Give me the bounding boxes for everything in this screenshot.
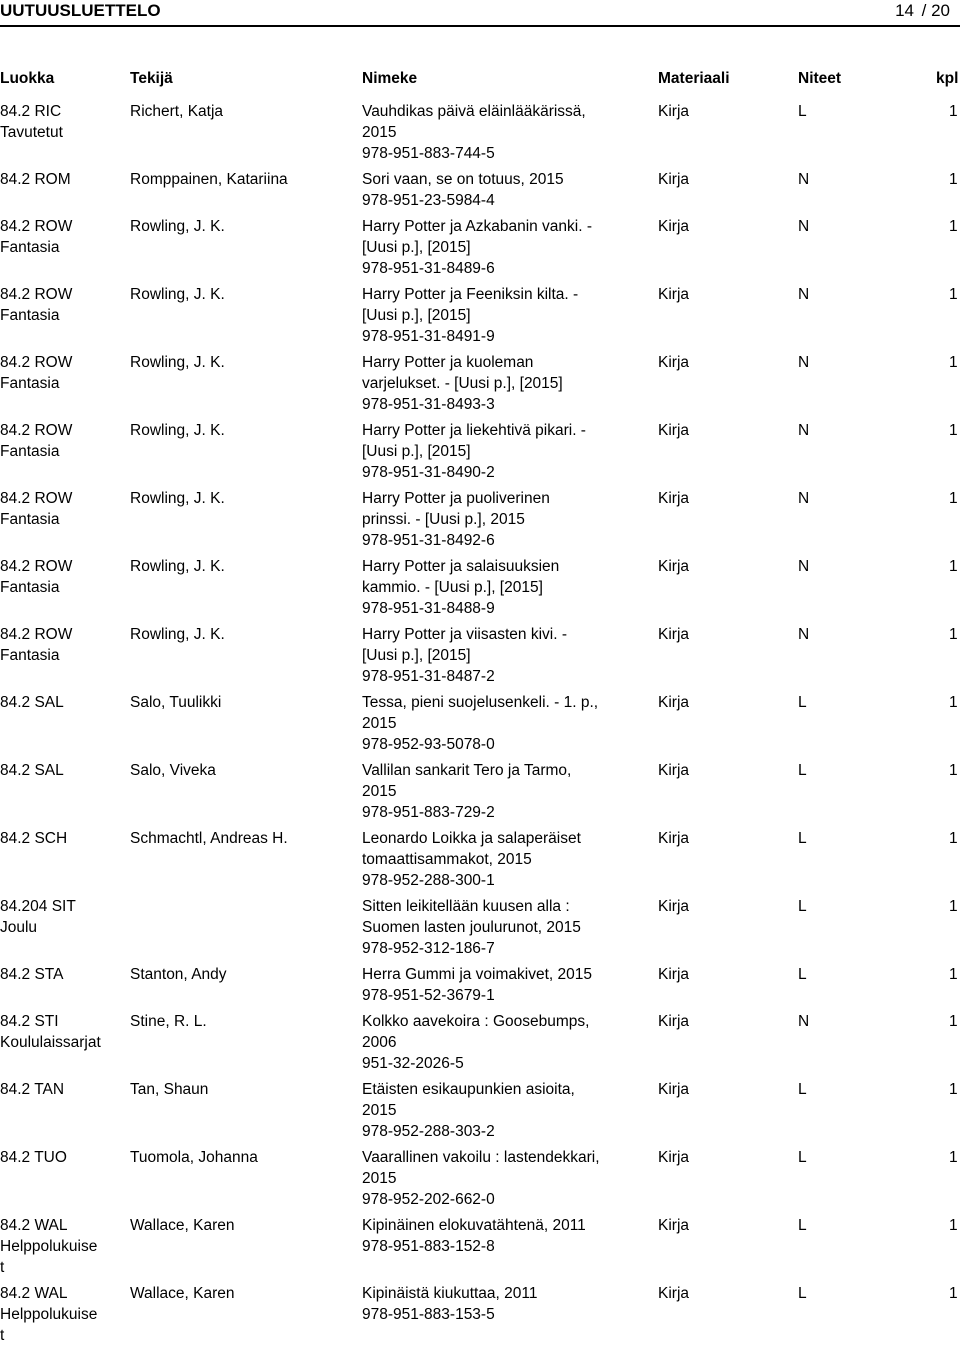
cell-materiaali: Kirja xyxy=(658,626,690,643)
column-header-materiaali: Materiaali xyxy=(658,70,730,87)
cell-nimeke-line: Harry Potter ja puoliverinen xyxy=(362,490,550,507)
cell-nimeke xyxy=(362,1011,630,1074)
cell-tekija: Schmachtl, Andreas H. xyxy=(130,830,288,847)
cell-luokka-line: 84.2 ROW xyxy=(0,354,73,371)
cell-luokka-line: 84.2 STI xyxy=(0,1013,59,1030)
table-row xyxy=(0,1147,960,1215)
cell-kpl: 1 xyxy=(949,1149,958,1166)
cell-nimeke-line: 978-952-288-303-2 xyxy=(362,1123,495,1140)
cell-nimeke-line: 978-952-93-5078-0 xyxy=(362,736,495,753)
cell-nimeke-line: 978-952-202-662-0 xyxy=(362,1191,495,1208)
cell-niteet: N xyxy=(798,354,810,371)
cell-nimeke-line: Harry Potter ja liekehtivä pikari. - xyxy=(362,422,586,439)
cell-materiaali: Kirja xyxy=(658,218,690,235)
cell-nimeke-line: kammio. - [Uusi p.], [2015] xyxy=(362,579,543,596)
cell-luokka xyxy=(0,692,125,713)
table-row xyxy=(0,1215,960,1283)
cell-kpl: 1 xyxy=(949,694,958,711)
cell-luokka xyxy=(0,420,125,462)
cell-materiaali: Kirja xyxy=(658,694,690,711)
table-row xyxy=(0,352,960,420)
cell-kpl: 1 xyxy=(949,626,958,643)
cell-luokka-line: Fantasia xyxy=(0,239,60,256)
cell-tekija: Stanton, Andy xyxy=(130,966,227,983)
cell-kpl: 1 xyxy=(949,354,958,371)
cell-nimeke-line: 978-951-883-744-5 xyxy=(362,145,495,162)
cell-niteet: N xyxy=(798,286,810,303)
cell-kpl: 1 xyxy=(949,830,958,847)
cell-luokka-line: 84.2 ROW xyxy=(0,490,73,507)
cell-kpl: 1 xyxy=(949,286,958,303)
cell-luokka-line: 84.2 ROM xyxy=(0,171,71,188)
cell-kpl: 1 xyxy=(949,558,958,575)
table-row xyxy=(0,1011,960,1079)
cell-nimeke-line: 978-951-23-5984-4 xyxy=(362,192,495,209)
cell-nimeke xyxy=(362,1147,630,1210)
cell-nimeke xyxy=(362,488,630,551)
cell-nimeke xyxy=(362,284,630,347)
cell-nimeke-line: 978-951-31-8493-3 xyxy=(362,396,495,413)
cell-nimeke-line: 978-951-883-153-5 xyxy=(362,1306,495,1323)
cell-nimeke xyxy=(362,896,630,959)
cell-tekija: Rowling, J. K. xyxy=(130,558,225,575)
cell-nimeke-line: Harry Potter ja Feeniksin kilta. - xyxy=(362,286,579,303)
cell-luokka xyxy=(0,896,125,938)
cell-nimeke-line: [Uusi p.], [2015] xyxy=(362,307,471,324)
cell-niteet: L xyxy=(798,966,807,983)
cell-materiaali: Kirja xyxy=(658,171,690,188)
column-header-tekija: Tekijä xyxy=(130,70,173,87)
cell-nimeke-line: Sitten leikitellään kuusen alla : xyxy=(362,898,570,915)
cell-niteet: N xyxy=(798,218,810,235)
cell-luokka xyxy=(0,169,125,190)
cell-niteet: N xyxy=(798,1013,810,1030)
cell-niteet: L xyxy=(798,1285,807,1302)
table-row xyxy=(0,828,960,896)
cell-niteet: L xyxy=(798,830,807,847)
cell-luokka-line: Helppolukuise xyxy=(0,1238,98,1255)
cell-tekija: Wallace, Karen xyxy=(130,1217,235,1234)
cell-luokka xyxy=(0,964,125,985)
cell-nimeke-line: Sori vaan, se on totuus, 2015 xyxy=(362,171,564,188)
cell-luokka xyxy=(0,828,125,849)
cell-luokka xyxy=(0,216,125,258)
table-row xyxy=(0,420,960,488)
cell-luokka-line: 84.2 WAL xyxy=(0,1285,68,1302)
cell-luokka-line: 84.204 SIT xyxy=(0,898,76,915)
page-header xyxy=(0,0,960,24)
cell-nimeke xyxy=(362,101,630,164)
cell-tekija: Salo, Viveka xyxy=(130,762,216,779)
cell-nimeke-line: Harry Potter ja Azkabanin vanki. - xyxy=(362,218,593,235)
cell-niteet: L xyxy=(798,1217,807,1234)
page-total: / 20 xyxy=(921,1,950,20)
cell-nimeke-line: 2015 xyxy=(362,1102,397,1119)
cell-luokka-line: 84.2 SAL xyxy=(0,694,64,711)
table-row xyxy=(0,284,960,352)
cell-nimeke-line: prinssi. - [Uusi p.], 2015 xyxy=(362,511,525,528)
table-row xyxy=(0,624,960,692)
table-row xyxy=(0,488,960,556)
cell-niteet: N xyxy=(798,490,810,507)
cell-materiaali: Kirja xyxy=(658,1013,690,1030)
cell-luokka xyxy=(0,556,125,598)
column-header-niteet: Niteet xyxy=(798,70,842,87)
cell-nimeke-line: 2015 xyxy=(362,124,397,141)
cell-materiaali: Kirja xyxy=(658,1217,690,1234)
cell-nimeke xyxy=(362,828,630,891)
cell-materiaali: Kirja xyxy=(658,966,690,983)
cell-luokka-line: Fantasia xyxy=(0,579,60,596)
cell-nimeke-line: 978-951-31-8492-6 xyxy=(362,532,495,549)
cell-kpl: 1 xyxy=(949,1013,958,1030)
cell-tekija: Rowling, J. K. xyxy=(130,354,225,371)
catalog-list xyxy=(0,101,960,1351)
cell-materiaali: Kirja xyxy=(658,422,690,439)
cell-luokka-line: Fantasia xyxy=(0,307,60,324)
cell-luokka xyxy=(0,760,125,781)
cell-kpl: 1 xyxy=(949,103,958,120)
cell-niteet: L xyxy=(798,762,807,779)
cell-kpl: 1 xyxy=(949,1285,958,1302)
cell-nimeke-line: Harry Potter ja kuoleman xyxy=(362,354,534,371)
cell-niteet: L xyxy=(798,694,807,711)
cell-luokka xyxy=(0,352,125,394)
cell-nimeke-line: 2015 xyxy=(362,783,397,800)
cell-kpl: 1 xyxy=(949,898,958,915)
cell-nimeke-line: 2006 xyxy=(362,1034,397,1051)
cell-tekija: Rowling, J. K. xyxy=(130,422,225,439)
cell-luokka-line: Joulu xyxy=(0,919,38,936)
cell-nimeke-line: 978-951-31-8488-9 xyxy=(362,600,495,617)
cell-nimeke-line: Suomen lasten joulurunot, 2015 xyxy=(362,919,581,936)
cell-nimeke-line: Leonardo Loikka ja salaperäiset xyxy=(362,830,581,847)
cell-nimeke-line: [Uusi p.], [2015] xyxy=(362,443,471,460)
cell-luokka xyxy=(0,1011,125,1053)
cell-kpl: 1 xyxy=(949,218,958,235)
cell-nimeke xyxy=(362,760,630,823)
cell-nimeke-line: 978-951-31-8491-9 xyxy=(362,328,495,345)
cell-nimeke-line: 2015 xyxy=(362,1170,397,1187)
column-header-kpl: kpl xyxy=(936,70,959,87)
cell-nimeke xyxy=(362,964,630,1006)
cell-nimeke-line: Kolkko aavekoira : Goosebumps, xyxy=(362,1013,590,1030)
cell-nimeke-line: 978-951-31-8487-2 xyxy=(362,668,495,685)
cell-nimeke-line: Vauhdikas päivä eläinlääkärissä, xyxy=(362,103,586,120)
cell-luokka-line: 84.2 TUO xyxy=(0,1149,67,1166)
cell-niteet: L xyxy=(798,103,807,120)
table-row xyxy=(0,964,960,1011)
cell-nimeke xyxy=(362,420,630,483)
cell-nimeke-line: Harry Potter ja viisasten kivi. - xyxy=(362,626,567,643)
cell-nimeke xyxy=(362,1079,630,1142)
cell-materiaali: Kirja xyxy=(658,1149,690,1166)
cell-niteet: N xyxy=(798,626,810,643)
cell-materiaali: Kirja xyxy=(658,103,690,120)
cell-kpl: 1 xyxy=(949,171,958,188)
cell-luokka xyxy=(0,284,125,326)
cell-luokka-line: t xyxy=(0,1327,5,1344)
cell-niteet: N xyxy=(798,171,810,188)
cell-nimeke-line: 978-951-31-8489-6 xyxy=(362,260,495,277)
cell-nimeke xyxy=(362,169,630,211)
cell-nimeke-line: 2015 xyxy=(362,715,397,732)
cell-nimeke-line: Vaarallinen vakoilu : lastendekkari, xyxy=(362,1149,600,1166)
cell-nimeke-line: 978-951-31-8490-2 xyxy=(362,464,495,481)
cell-nimeke-line: 978-952-312-186-7 xyxy=(362,940,495,957)
cell-materiaali: Kirja xyxy=(658,898,690,915)
cell-nimeke xyxy=(362,1215,630,1257)
cell-luokka-line: 84.2 ROW xyxy=(0,218,73,235)
cell-materiaali: Kirja xyxy=(658,1081,690,1098)
cell-nimeke-line: 978-951-883-152-8 xyxy=(362,1238,495,1255)
cell-nimeke-line: Tessa, pieni suojelusenkeli. - 1. p., xyxy=(362,694,599,711)
cell-kpl: 1 xyxy=(949,490,958,507)
cell-nimeke-line: Etäisten esikaupunkien asioita, xyxy=(362,1081,575,1098)
cell-tekija: Richert, Katja xyxy=(130,103,224,120)
table-row xyxy=(0,556,960,624)
cell-kpl: 1 xyxy=(949,762,958,779)
cell-niteet: N xyxy=(798,422,810,439)
cell-luokka-line: 84.2 ROW xyxy=(0,286,73,303)
cell-tekija: Rowling, J. K. xyxy=(130,626,225,643)
cell-kpl: 1 xyxy=(949,966,958,983)
cell-materiaali: Kirja xyxy=(658,286,690,303)
cell-nimeke-line: 951-32-2026-5 xyxy=(362,1055,464,1072)
cell-tekija: Rowling, J. K. xyxy=(130,490,225,507)
cell-tekija: Tuomola, Johanna xyxy=(130,1149,258,1166)
cell-nimeke xyxy=(362,216,630,279)
cell-luokka-line: 84.2 RIC xyxy=(0,103,62,120)
cell-materiaali: Kirja xyxy=(658,1285,690,1302)
cell-materiaali: Kirja xyxy=(658,762,690,779)
table-row xyxy=(0,169,960,216)
page-number: 14 xyxy=(895,1,914,20)
cell-materiaali: Kirja xyxy=(658,354,690,371)
cell-materiaali: Kirja xyxy=(658,830,690,847)
cell-tekija: Stine, R. L. xyxy=(130,1013,207,1030)
cell-luokka xyxy=(0,1283,125,1346)
cell-luokka-line: Fantasia xyxy=(0,375,60,392)
cell-luokka xyxy=(0,101,125,143)
column-header-luokka: Luokka xyxy=(0,70,55,87)
cell-luokka-line: 84.2 SAL xyxy=(0,762,64,779)
cell-luokka-line: 84.2 ROW xyxy=(0,558,73,575)
cell-nimeke-line: Vallilan sankarit Tero ja Tarmo, xyxy=(362,762,572,779)
cell-luokka-line: 84.2 STA xyxy=(0,966,64,983)
cell-luokka-line: 84.2 ROW xyxy=(0,422,73,439)
cell-niteet: L xyxy=(798,1149,807,1166)
cell-luokka xyxy=(0,1079,125,1100)
cell-nimeke-line: tomaattisammakot, 2015 xyxy=(362,851,532,868)
cell-luokka-line: Tavutetut xyxy=(0,124,63,141)
cell-nimeke-line: [Uusi p.], [2015] xyxy=(362,647,471,664)
cell-tekija: Tan, Shaun xyxy=(130,1081,209,1098)
cell-nimeke xyxy=(362,1283,630,1325)
cell-nimeke xyxy=(362,692,630,755)
cell-luokka-line: Fantasia xyxy=(0,647,60,664)
cell-luokka xyxy=(0,1215,125,1278)
cell-niteet: L xyxy=(798,898,807,915)
cell-nimeke-line: Herra Gummi ja voimakivet, 2015 xyxy=(362,966,592,983)
table-row xyxy=(0,692,960,760)
cell-luokka xyxy=(0,624,125,666)
cell-luokka-line: 84.2 SCH xyxy=(0,830,68,847)
table-row xyxy=(0,1079,960,1147)
cell-luokka-line: Fantasia xyxy=(0,443,60,460)
table-row xyxy=(0,896,960,964)
cell-nimeke-line: Harry Potter ja salaisuuksien xyxy=(362,558,560,575)
cell-kpl: 1 xyxy=(949,422,958,439)
cell-nimeke-line: 978-951-52-3679-1 xyxy=(362,987,495,1004)
cell-nimeke xyxy=(362,556,630,619)
column-headers xyxy=(0,68,960,90)
cell-tekija: Salo, Tuulikki xyxy=(130,694,222,711)
cell-tekija: Rowling, J. K. xyxy=(130,218,225,235)
cell-luokka-line: Koululaissarjat xyxy=(0,1034,101,1051)
cell-niteet: N xyxy=(798,558,810,575)
cell-nimeke-line: 978-951-883-729-2 xyxy=(362,804,495,821)
cell-niteet: L xyxy=(798,1081,807,1098)
cell-nimeke-line: [Uusi p.], [2015] xyxy=(362,239,471,256)
table-row xyxy=(0,101,960,169)
cell-kpl: 1 xyxy=(949,1217,958,1234)
column-header-nimeke: Nimeke xyxy=(362,70,418,87)
table-row xyxy=(0,760,960,828)
cell-nimeke-line: 978-952-288-300-1 xyxy=(362,872,495,889)
cell-luokka-line: Fantasia xyxy=(0,511,60,528)
cell-luokka-line: 84.2 ROW xyxy=(0,626,73,643)
cell-materiaali: Kirja xyxy=(658,490,690,507)
cell-nimeke xyxy=(362,352,630,415)
table-row xyxy=(0,216,960,284)
cell-tekija: Rowling, J. K. xyxy=(130,286,225,303)
cell-luokka xyxy=(0,488,125,530)
cell-nimeke xyxy=(362,624,630,687)
cell-luokka-line: Helppolukuise xyxy=(0,1306,98,1323)
cell-luokka xyxy=(0,1147,125,1168)
cell-luokka-line: t xyxy=(0,1259,5,1276)
cell-luokka-line: 84.2 WAL xyxy=(0,1217,68,1234)
cell-nimeke-line: Kipinäistä kiukuttaa, 2011 xyxy=(362,1285,538,1302)
header-divider xyxy=(0,25,960,27)
cell-nimeke-line: Kipinäinen elokuvatähtenä, 2011 xyxy=(362,1217,586,1234)
cell-nimeke-line: varjelukset. - [Uusi p.], [2015] xyxy=(362,375,563,392)
document-title: UUTUUSLUETTELO xyxy=(0,1,161,20)
cell-tekija: Romppainen, Katariina xyxy=(130,171,288,188)
cell-kpl: 1 xyxy=(949,1081,958,1098)
cell-tekija: Wallace, Karen xyxy=(130,1285,235,1302)
cell-luokka-line: 84.2 TAN xyxy=(0,1081,65,1098)
cell-materiaali: Kirja xyxy=(658,558,690,575)
